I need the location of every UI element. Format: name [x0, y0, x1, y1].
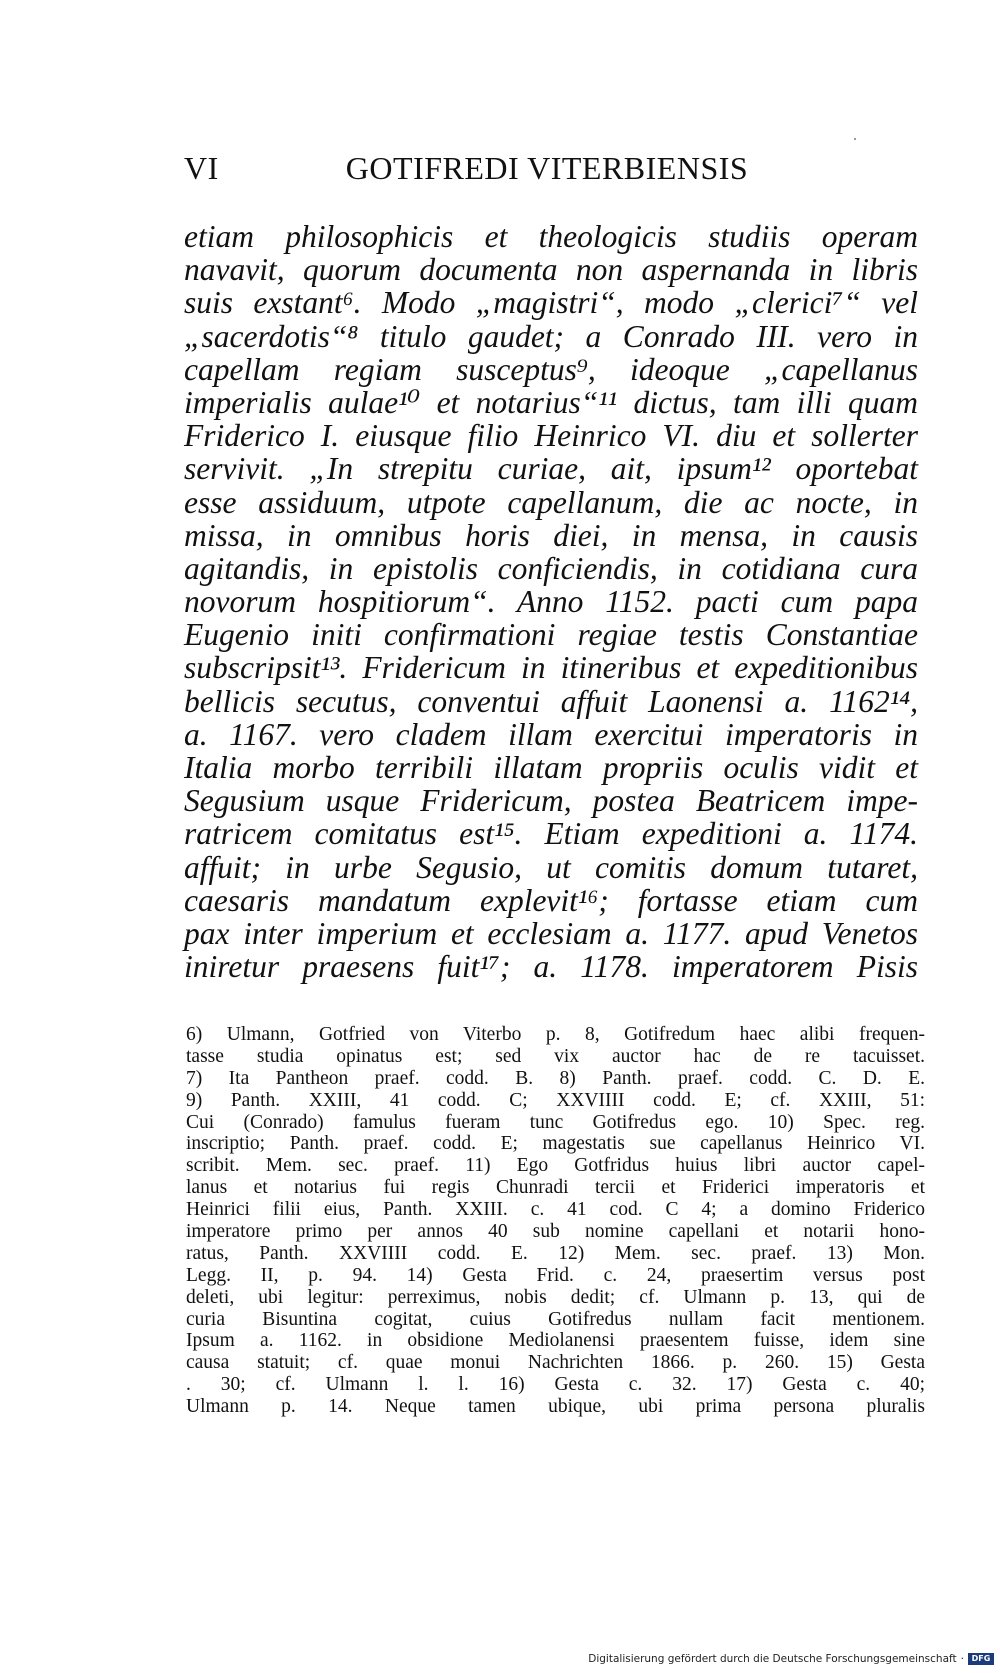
text-line: Italia morbo terribili illatam propriis oculis vidit et	[184, 750, 918, 785]
text-line: affuit; in urbe Segusio, ut comitis domum tutaret,	[184, 849, 918, 885]
footnote-line: deleti, ubi legitur: perreximus, nobis dedit; cf. Ulmann p. 13, qui de	[186, 1286, 925, 1308]
text-line: capellam regiam susceptus⁹, ideoque „capellanus	[184, 351, 918, 387]
footnote-line: inscriptio; Panth. praef. codd. E; magestatis sue capellanus Heinrico VI.	[186, 1133, 925, 1155]
running-head	[184, 150, 910, 190]
footnote-line: Heinrici filii eius, Panth. XXIII. c. 41 cod. C 4; a domino Friderico	[186, 1199, 925, 1221]
text-line: navavit, quorum documenta non aspernanda in libris	[184, 252, 918, 288]
text-line: caesaris mandatum explevit¹⁶; fortasse etiam cum	[184, 882, 918, 918]
main-text	[184, 220, 918, 983]
margin-mark	[854, 138, 856, 140]
footnote-line: 9) Panth. XXIII, 41 codd. C; XXVIIII codd. E; cf. XXIII, 51:	[186, 1089, 925, 1111]
footnote-line: Ipsum a. 1162. in obsidione Mediolanensi praesentem fuisse, idem sine	[186, 1330, 925, 1352]
footnote-line: curia Bisuntina cogitat, cuius Gotifredus nullam facit mentionem.	[186, 1308, 925, 1330]
footnote-line: Ulmann p. 14. Neque tamen ubique, ubi prima persona pluralis	[186, 1396, 925, 1418]
footnote-line: 6) Ulmann, Gotfried von Viterbo p. 8, Gotifredum haec alibi frequen-	[186, 1024, 925, 1045]
text-line: suis exstant⁶. Modo „magistri“, modo „clerici⁷“ vel	[184, 285, 918, 321]
text-line: bellicis secutus, conventui affuit Laonensi a. 1162¹⁴,	[184, 683, 918, 719]
text-line: esse assiduum, utpote capellanum, die ac nocte, in	[184, 484, 918, 520]
text-line: Eugenio initi confirmationi regiae testis Constantiae	[184, 617, 918, 653]
footnote-line: Legg. II, p. 94. 14) Gesta Frid. c. 24, praesertim versus post	[186, 1264, 925, 1286]
dfg-logo-icon: DFG	[968, 1653, 994, 1665]
text-line: a. 1167. vero cladem illam exercitui imperatoris in	[184, 716, 918, 752]
running-title: GOTIFREDI VITERBIENSIS	[345, 150, 749, 186]
text-line: ratricem comitatus est¹⁵. Etiam expeditioni a. 1174.	[184, 816, 918, 852]
separator-dot: ·	[960, 1653, 964, 1665]
digitization-note: Digitalisierung gefördert durch die Deutsche Forschungsgemeinschaft	[588, 1653, 957, 1665]
text-line: Segusium usque Fridericum, postea Beatricem impe-	[184, 783, 918, 819]
digitization-credit	[588, 1651, 994, 1667]
text-line: agitandis, in epistolis conficiendis, in cotidiana cura	[184, 550, 918, 586]
text-line: missa, in omnibus horis diei, in mensa, in causis	[184, 517, 918, 553]
footnote-line: 7) Ita Pantheon praef. codd. B. 8) Panth. praef. codd. C. D. E.	[186, 1067, 925, 1089]
footnote-line: Cui (Conrado) famulus fueram tunc Gotifredus ego. 10) Spec. reg.	[186, 1111, 925, 1133]
text-line: „sacerdotis“⁸ titulo gaudet; a Conrado III. vero in	[184, 318, 918, 354]
text-line: servivit. „In strepitu curiae, ait, ipsum¹² oportebat	[184, 451, 918, 487]
footnotes	[186, 1024, 925, 1418]
page-number: VI	[184, 150, 219, 186]
text-line: Friderico I. eiusque filio Heinrico VI. diu et sollerter	[184, 418, 918, 454]
text-line: etiam philosophicis et theologicis studiis operam	[184, 219, 918, 254]
text-line: imperialis aulae¹⁰ et notarius“¹¹ dictus, tam illi quam	[184, 384, 918, 420]
footnote-line: lanus et notarius fui regis Chunradi tercii et Friderici imperatoris et	[186, 1177, 925, 1199]
text-line: pax inter imperium et ecclesiam a. 1177. apud Venetos	[184, 915, 918, 951]
footnote-line: causa statuit; cf. quae monui Nachrichten 1866. p. 260. 15) Gesta	[186, 1352, 925, 1374]
footnote-line: scribit. Mem. sec. praef. 11) Ego Gotfridus huius libri auctor capel-	[186, 1155, 925, 1177]
text-line: subscripsit¹³. Fridericum in itineribus et expeditionibus	[184, 650, 918, 686]
footnote-line: ratus, Panth. XXVIIII codd. E. 12) Mem. sec. praef. 13) Mon.	[186, 1242, 925, 1264]
footnote-line: tasse studia opinatus est; sed vix auctor hac de re tacuisset.	[186, 1045, 925, 1067]
footnote-line: imperatore primo per annos 40 sub nomine capellani et notarii hono-	[186, 1221, 925, 1243]
text-line: novorum hospitiorum“. Anno 1152. pacti cum papa	[184, 584, 918, 620]
text-line: iniretur praesens fuit¹⁷; a. 1178. imperatorem Pisis	[184, 949, 918, 985]
footnote-line: . 30; cf. Ulmann l. l. 16) Gesta c. 32. 17) Gesta c. 40;	[186, 1374, 925, 1396]
